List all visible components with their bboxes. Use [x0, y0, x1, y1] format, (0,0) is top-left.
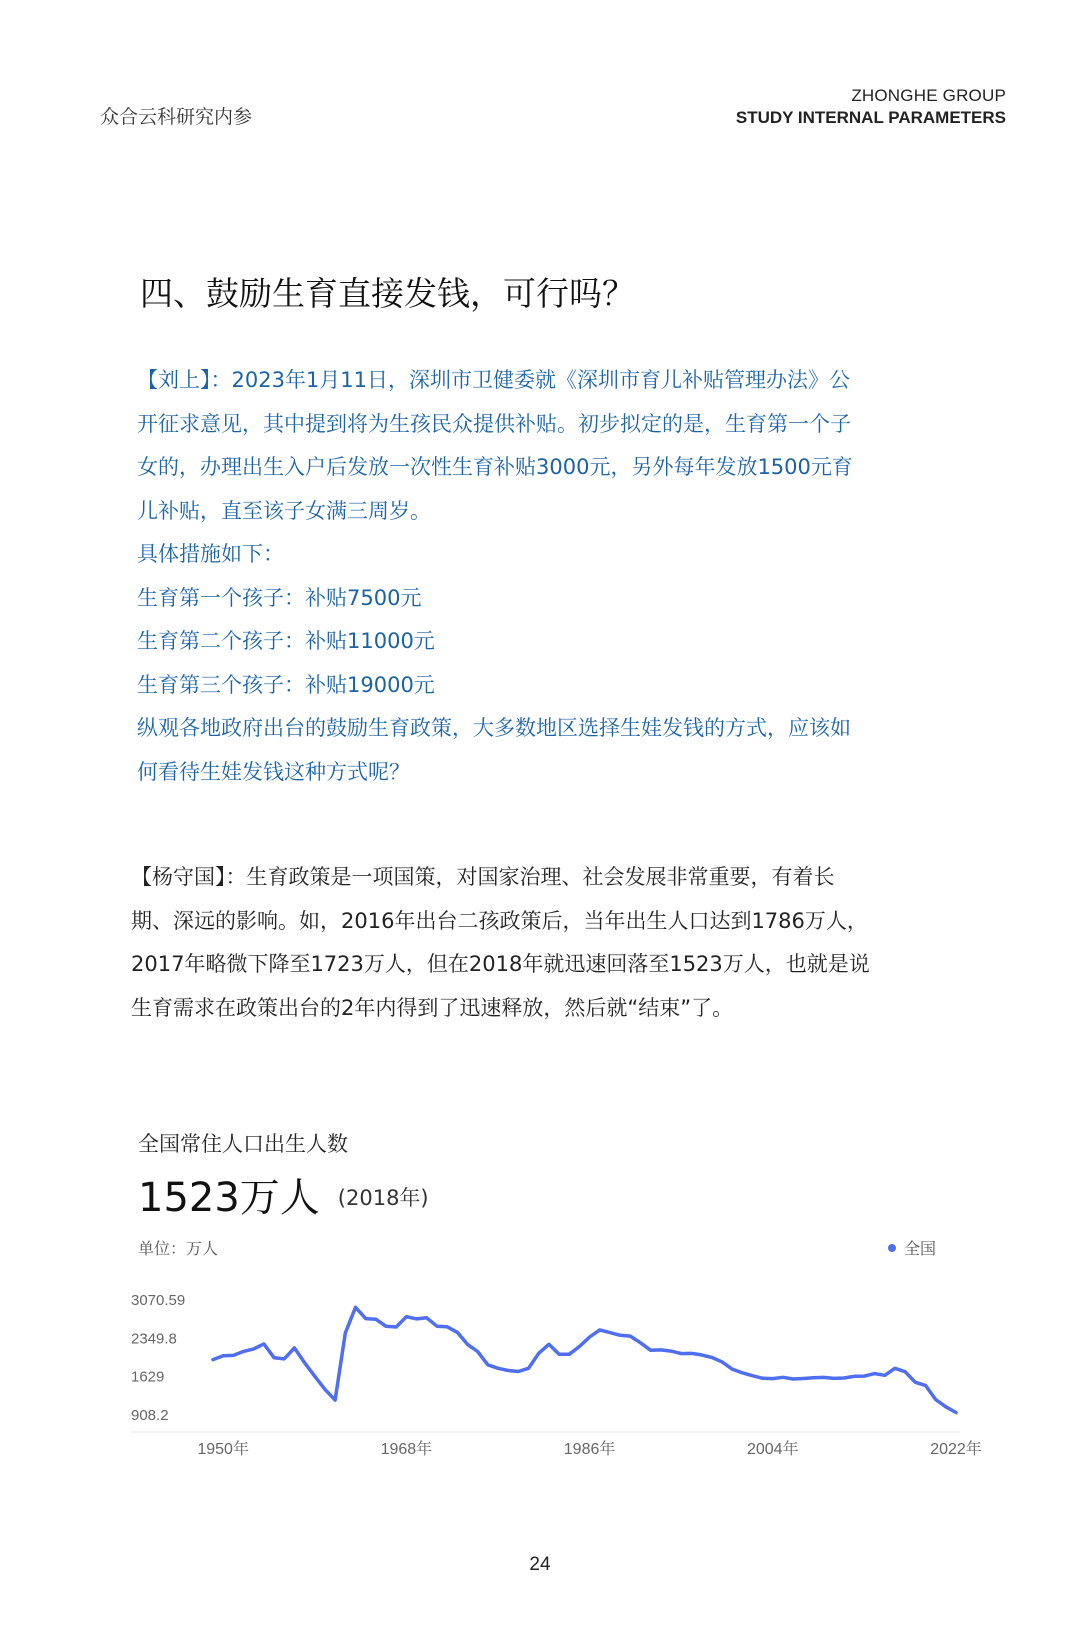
question-line: 纵观各地政府出台的鼓励生育政策，大多数地区选择生娃发钱的方式，应该如 — [137, 716, 851, 740]
answer-line: 生育需求在政策出台的2年内得到了迅速释放，然后就“结束”了。 — [131, 995, 734, 1020]
y-tick-label: 2349.8 — [131, 1330, 177, 1348]
qa-question-block — [137, 359, 957, 794]
answer-line: 2017年略微下降至1723万人，但在2018年就迅速回落至1523万人，也就是说 — [131, 952, 870, 976]
measure-item: 生育第一个孩子：补贴7500元 — [137, 585, 422, 610]
question-line: 何看待生娃发钱这种方式呢？ — [137, 759, 410, 784]
qa-answer-block — [131, 856, 951, 1030]
question-line: 【刘上】：2023年1月11日，深圳市卫健委就《深圳市育儿补贴管理办法》公 — [137, 368, 851, 392]
answer-line: 期、深远的影响。如，2016年出台二孩政策后，当年出生人口达到1786万人， — [131, 908, 868, 933]
question-line: 儿补贴，直至该子女满三周岁。 — [137, 498, 431, 523]
chart-title: 全国常住人口出生人数 — [138, 1132, 348, 1156]
x-tick-label: 1986年 — [563, 1441, 616, 1458]
page-number: 24 — [529, 1554, 551, 1575]
y-tick-label: 908.2 — [131, 1407, 169, 1424]
line-chart — [118, 1110, 982, 1490]
x-tick-label: 1968年 — [380, 1441, 433, 1458]
question-line: 女的，办理出生入户后发放一次性生育补贴3000元，另外每年发放1500元育 — [137, 455, 853, 479]
header-brand — [736, 86, 1006, 128]
x-tick-label: 1950年 — [197, 1441, 249, 1458]
measure-item: 生育第三个孩子：补贴19000元 — [137, 672, 435, 697]
series-line-全国 — [213, 1307, 956, 1412]
headline-year: (2018年) — [337, 1186, 429, 1210]
header-brand-line1: ZHONGHE GROUP — [851, 86, 1006, 105]
y-tick-label: 1629 — [131, 1368, 165, 1386]
chart-unit-label: 单位：万人 — [138, 1239, 219, 1258]
answer-line: 【杨守国】：生育政策是一项国策，对国家治理、社会发展非常重要，有着长 — [131, 865, 835, 889]
headline-number: 1523万人 — [138, 1175, 320, 1221]
x-tick-label: 2022年 — [930, 1441, 982, 1458]
measure-item: 生育第二个孩子：补贴11000元 — [137, 629, 435, 653]
x-tick-label: 2004年 — [746, 1441, 799, 1458]
measures-heading: 具体措施如下： — [137, 542, 284, 566]
birth-population-chart-card — [118, 1110, 982, 1490]
question-line: 开征求意见，其中提到将为生孩民众提供补贴。初步拟定的是，生育第一个子 — [137, 411, 851, 436]
header-brand-line2: STUDY INTERNAL PARAMETERS — [735, 108, 1006, 127]
legend-label: 全国 — [903, 1239, 936, 1258]
header-publication-name: 众合云科研究内参 — [100, 106, 253, 128]
y-tick-label: 3070.59 — [131, 1292, 186, 1309]
section-title: 四、鼓励生育直接发钱，可行吗？ — [140, 274, 635, 313]
